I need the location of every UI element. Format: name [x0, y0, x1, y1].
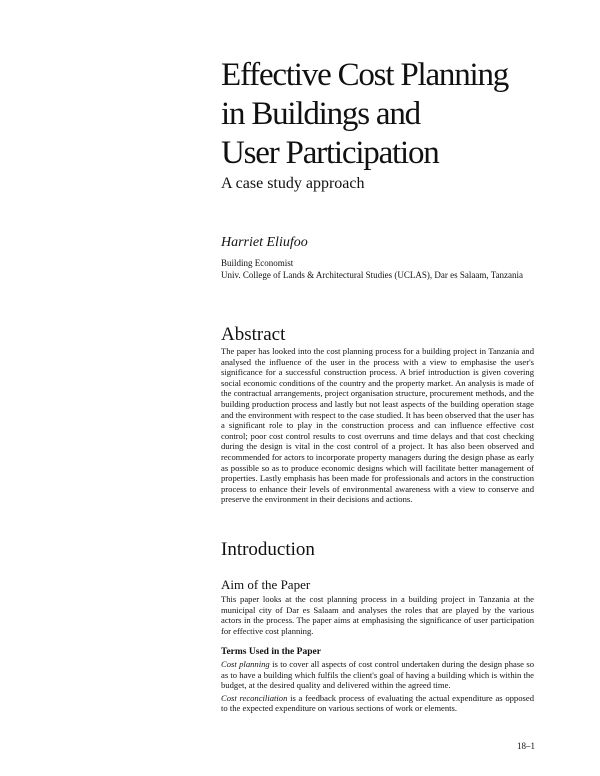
term-name: Cost planning [221, 659, 270, 669]
aim-body: This paper looks at the cost planning process in a building project in Tanzania at the municipal city of Dar es Salaam and analyses the roles that are played by the various actors in the process. The paper aims at emphasising the significance of user participation for effective cost planning. [221, 594, 534, 636]
term-definition: is a feedback process of evaluating the actual expenditure as opposed to the expected expenditure on various sections of work or elements. [221, 692, 534, 714]
title-line-2: in Buildings and [221, 96, 420, 132]
term-definition-item [221, 693, 534, 714]
abstract-body: The paper has looked into the cost planning process for a building project in Tanzania and analysed the influence of the user in the process with a view to emphasise the user's significance for a successful construction process. A brief introduction is given covering social economic conditions of the country and the property market. An analysis is made of the contractual arrangements, project organisation structure, procurement methods, and the building production process and lastly but not least aspects of the building operation stage and the environment with respect to the case studied. It has been observed that the user has a significant role to play in the construction process and can influence effective cost control; poor cost control results to cost overruns and time delays and that cost checking during the design is vital in the cost control of a project. It has also been observed and recommended for actors to incorporate property managers during the design phase as early as possible so as to produce economic designs which will facilitate better management of properties. Lastly emphasis has been made for professionals and actors in the construction process to enhance their levels of environmental awareness with a view to conserve and preserve the environment in their decisions and actions. [221, 346, 534, 505]
author-name: Harriet Eliufoo [221, 235, 308, 250]
paper-subtitle: A case study approach [221, 175, 365, 192]
terms-heading: Terms Used in the Paper [221, 647, 321, 657]
title-line-3: User Participation [221, 135, 439, 171]
author-affiliation: Univ. College of Lands & Architectural Studies (UCLAS), Dar es Salaam, Tanzania [221, 270, 524, 280]
author-role: Building Economist [221, 258, 294, 268]
paper-title [221, 56, 581, 173]
aim-heading: Aim of the Paper [221, 577, 311, 592]
term-definition: is to cover all aspects of cost control undertaken during the design phase so as to have a building which fulfils the client's goal of having a building which is within the budget, at the desired quality and delivered within the agreed time. [221, 659, 534, 691]
title-line-1: Effective Cost Planning [221, 57, 509, 93]
term-definition-item [221, 659, 534, 691]
introduction-heading: Introduction [221, 539, 315, 560]
page-number: 18–1 [517, 741, 535, 751]
abstract-heading: Abstract [221, 324, 286, 345]
terms-list [221, 659, 534, 716]
term-name: Cost reconciliation [221, 692, 288, 703]
